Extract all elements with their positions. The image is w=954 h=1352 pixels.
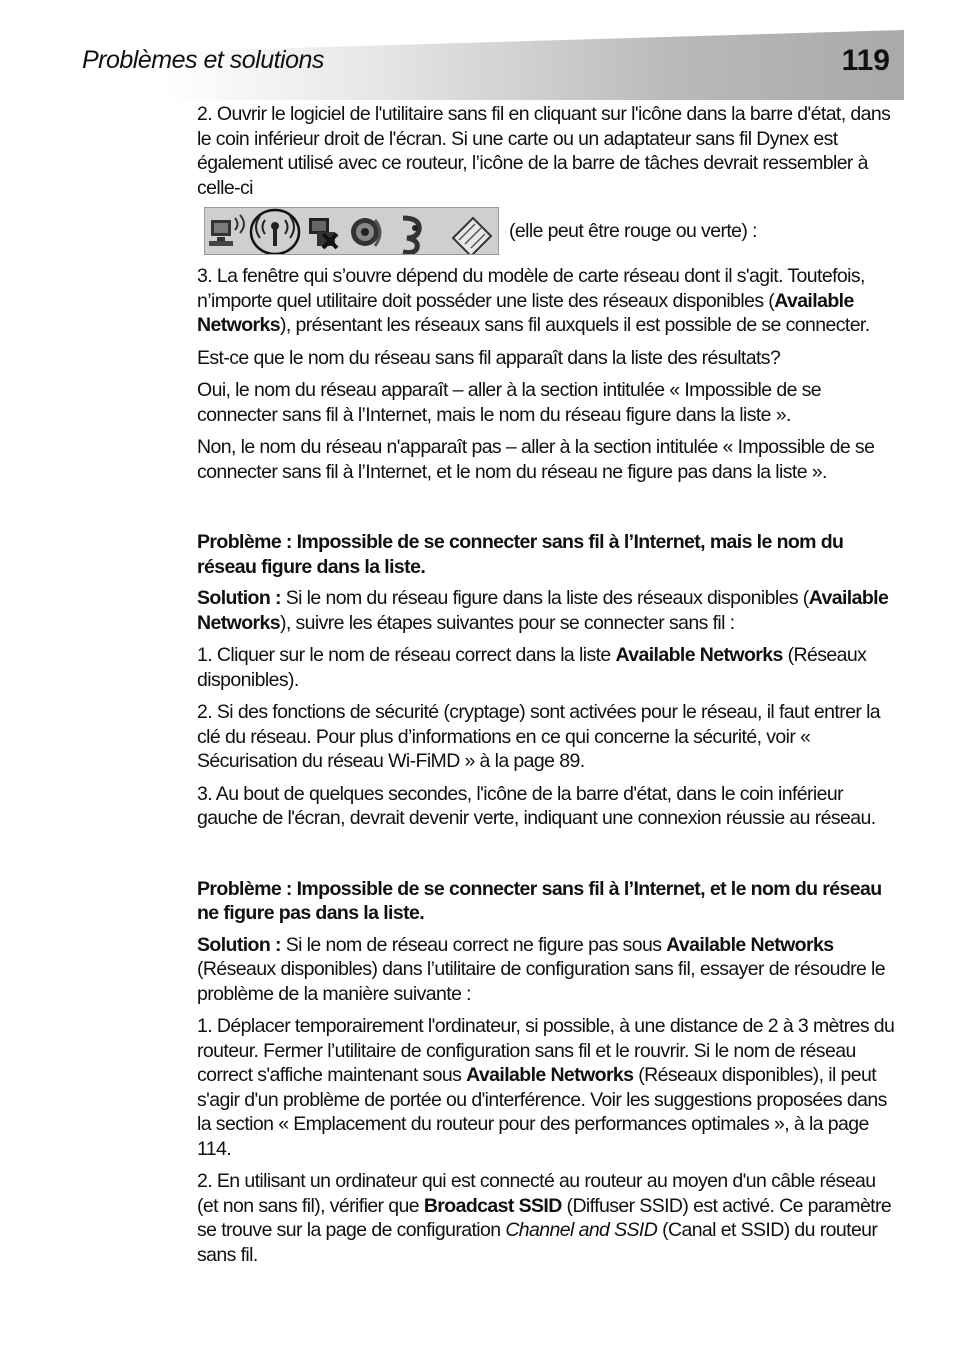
taskbar-icon-row (204, 206, 901, 256)
question-text: Est-ce que le nom du réseau sans fil apparaît dans la liste des résultats? (197, 346, 781, 369)
yes-answer: Oui, le nom du réseau apparaît – aller à la section intitulée « Impossible de se connecter sans fil à l’Internet, mais le nom du réseau figure dans la liste ». (197, 379, 822, 426)
intro-step-3: 3. La fenêtre qui s’ouvre dépend du modèle de carte réseau dont il s'agit. Toutefois, n’importe quel utilitaire doit posséder une liste des réseaux disponibles (Available Networks), présentant les réseaux sans fil auxquels il est possible de se connecter. (197, 265, 870, 336)
speaker-icon (351, 218, 380, 246)
network-disconnected-icon (309, 218, 337, 248)
problem-2-step-2: 2. En utilisant un ordinateur qui est connecté au routeur au moyen d'un câble réseau (et non sans fil), vérifier que Broadcast SSID (Diffuser SSID) est activé. Ce paramètre se trouve sur la page de configuration Channel and SSID (Canal et SSID) du routeur sans fil. (197, 1170, 892, 1266)
wireless-utility-icon (251, 210, 299, 254)
problem-1-step-3: 3. Au bout de quelques secondes, l'icône de la barre d'état, dans le coin inférieur gauche de l'écran, devrait devenir verte, indiquant une connexion réussie au réseau. (197, 782, 876, 829)
page-header (0, 30, 904, 100)
system-tray-screenshot (204, 207, 499, 255)
problem-1-solution: Solution : Si le nom du réseau figure dans la liste des réseaux disponibles (Available Networks), suivre les étapes suivantes pour se connecter sans fil : (197, 587, 889, 634)
icon-caption: (elle peut être rouge ou verte) : (509, 219, 757, 242)
no-answer: Non, le nom du réseau n'apparaît pas – aller à la section intitulée « Impossible de se connecter sans fil à l’Internet, et le nom du réseau ne figure pas dans la liste ». (197, 436, 875, 483)
intro-step-2: 2. Ouvrir le logiciel de l'utilitaire sans fil en cliquant sur l'icône dans la barre d'état, dans le coin inférieur droit de l'écran. Si une carte ou un adaptateur sans fil Dynex est également utilisé avec ce routeur, l’icône de la barre de tâches devrait ressembler à celle-ci (197, 103, 891, 199)
problem-2-step-1: 1. Déplacer temporairement l'ordinateur, si possible, à une distance de 2 à 3 mètres du routeur. Fermer l’utilitaire de configuration sans fil et le rouvrir. Si le nom de réseau correct s'affiche maintenant sous Available Networks (Réseaux disponibles), il peut s'agir d'un problème de portée ou d'interférence. Voir les suggestions proposées dans la section « Emplacement du routeur pour des performances optimales », à la page 114. (197, 1015, 895, 1160)
printer-icon (403, 218, 419, 253)
section-title: Problèmes et solutions (82, 46, 324, 74)
problem-2-heading: Problème : Impossible de se connecter sans fil à l’Internet, et le nom du réseau ne figure pas dans la liste. (197, 877, 882, 924)
page-number: 119 (841, 44, 890, 77)
wireless-router-icon (453, 218, 491, 255)
problem-1-heading: Problème : Impossible de se connecter sans fil à l’Internet, mais le nom du réseau figure dans la liste. (197, 531, 844, 578)
problem-1-step-1: 1. Cliquer sur le nom de réseau correct dans la liste Available Networks (Réseaux disponibles). (197, 644, 867, 691)
problem-1-step-2: 2. Si des fonctions de sécurité (cryptage) sont activées pour le réseau, il faut entrer la clé du réseau. Pour plus d’informations en ce qui concerne la sécurité, voir « Sécurisation du réseau Wi-FiMD » à la page 89. (197, 701, 881, 772)
problem-2-solution: Solution : Si le nom de réseau correct ne figure pas sous Available Networks (Réseaux disponibles) dans l’utilitaire de configuration sans fil, essayer de résoudre le problème de la manière suivante : (197, 933, 886, 1005)
page-body (197, 102, 901, 1275)
available-networks-term: Available Networks (197, 289, 854, 336)
network-computer-icon (209, 215, 244, 246)
